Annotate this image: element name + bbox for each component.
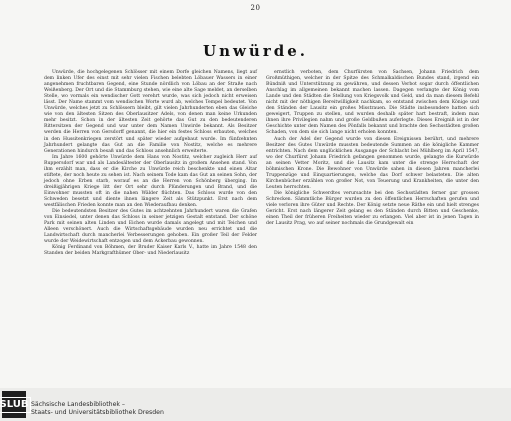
column-divider: [261, 70, 262, 370]
text-column-left: [44, 70, 257, 257]
slub-logo-text: SLUB: [0, 397, 31, 413]
paragraph: König Ferdinand von Böhmen, der Bruder Kaiser Karls V., hatte im Jahre 1548 den Standen der beiden Markgrafthümer Ober- und Niederlausitz: [44, 245, 257, 257]
library-name-line-2: Staats- und Universitätsbibliothek Dresden: [31, 408, 164, 416]
paragraph: Die bedeutendsten Besitzer des Gutes im achtzehnten Jahrhundert waren die Grafen von Einsiedel, unter denen das Schloss in seiner jetzigen Gestalt entstand. Der schöne Park mit seinen alten Linden und Eichen wurde damals angelegt und mit Teichen und Alleen verschönert. Auch die Wirtschaftsgebäude wurden neu errichtet und die Landwirtschaft durch mancherlei Verbesserungen gehoben. Ein großer Teil der Felder wurde der Weidewirtschaft entzogen und dem Ackerbau gewonnen.: [44, 209, 257, 245]
library-name-line-1: Sächsische Landesbibliothek –: [31, 401, 126, 409]
paragraph: Die königliche Schwerdtes verursachte bei den Sechsstädten ferner gar grossen Schrecken. Sämmtliche Bürger wurden zu den öffentlichen Herrschaften gerufen und viele verloren ihre Güter und Rechte. Der König setzte neue Räthe ein und hielt strenges Gericht. Erst nach längerer Zeit gelang es den Ständen durch Bitten und Geschenke, einen Theil der früheren Freiheiten wieder zu erlangen. Viel aber ist in jenen Tagen in der Lausitz Prag, wo auf seiner nochmals die Grundgewalt ein: [266, 190, 479, 227]
paragraph: Auch der Adel der Gegend wurde von diesen Ereignissen berührt, und mehrere Besitzer des Gutes Unwürde mussten bedeutende Summen an die königliche Kammer entrichten. Nach dem unglücklichen Ausgange der Schlacht bei Mühlberg im April 1547, wo der Churfürst Johann Friedrich gefangen genommen wurde, gelangte die Kurwürde an seinen Vetter Moritz, und die Lausitz kam unter die strenge Herrschaft der böhmischen Krone. Die Bewohner von Unwürde sahen in diesen Jahren mancherlei Truppenzüge und Einquartierungen, welche das Dorf schwer belasteten. Die alten Kirchenbücher erzählen von großer Not, von Teuerung und Krankheiten, die unter den Leuten herrschten.: [266, 136, 479, 190]
library-name: [31, 401, 164, 416]
page-title: Unwürde.: [203, 42, 308, 60]
library-footer: [0, 388, 511, 421]
page-number: 20: [250, 4, 261, 12]
paragraph: Unwürde, die hochgelegenen Schlösser mit einem Dorfe gleichen Namens, liegt auf dem linken Ufer des einst mit sehr vielen Fischen belebten Löbauer Wassers in einer angenehmen fruchtbaren Gegend, eine Stunde nördlich von Löbau an der Straße nach Weißenberg. Der Ort und die Stammburg stehen, wie eine alte Sage meldet, an derselben Stelle, wo vormals ein wendischer Gott verehrt wurde, was sich jedoch nicht erweisen lässt. Der Name stammt vom wendischen Worte wurd ab, welches Tempel bedeutet. Von Unwürde, welches jetzt zu Schlössern bleibt, gilt vielen Jahrhunderten eben das Gleiche wie von den ältesten Sitzen des Oberlausitzer Adels, von denen man keine Urkunden mehr besitzt. Schon in der ältesten Zeit gehörte das Gut zu den bedeutenderen Rittersitzen der Gegend und war unter dem Namen Unwirde bekannt. Als Besitzer werden die Herren von Gersdorff genannt, die hier ein festes Schloss erbauten, welches in den Hussitenkriegen zerstört und später wieder aufgebaut wurde. Im fünfzehnten Jahrhundert gelangte das Gut an die Familie von Nostitz, welche es mehrere Generationen hindurch besaß und das Schloss ansehnlich erweiterte.: [44, 70, 257, 154]
paragraph: ernstlich verboten, dem Churfürsten von Sachsen, Johann Friedrich dem Großmüthigen, welcher in der Spitze des Schmalkaldischen Bundes stand, irgend ein Bündniß und Unterstützung zu gewähren, und dessen Verbot sogar durch öffentlichen Anschlag im allgemeinen bekannt machen lassen. Dagegen verlangte der König vom Lande und den Städten die Stellung von Kriegsvolk und Geld, und da man diesem Befehl nicht mit der nöthigen Bereitwilligkeit nachkam, so entstand zwischen dem Könige und den Ständen der Lausitz ein großes Misstrauen. Die Städte insbesondere hatten sich geweigert, Truppen zu stellen, und wurden deshalb später hart bestraft, indem man ihnen ihre Privilegien nahm und große Geldbußen auferlegte. Dieses Ereigniß ist in der Geschichte unter dem Namen des Pönfalls bekannt und brachte den Sechsstädten großen Schaden, von dem sie sich lange nicht erholen konnten.: [266, 70, 479, 136]
slub-logo-icon: [0, 391, 29, 418]
paragraph: Im Jahre 1600 gehörte Unwürde dem Hans von Nostitz, welcher zugleich Herr auf Ruppersdorf war und als Landesältester der Oberlausitz in großem Ansehen stand. Von ihm erzählt man, dass er die Kirche zu Unwürde reich beschenkte und einen Altar stiftete, der noch heute zu sehen ist. Nach seinem Tode kam das Gut an seinen Sohn, der jedoch ohne Erben starb, worauf es an die Herren von Schönberg überging. Im dreißigjährigen Kriege litt der Ort sehr durch Plünderungen und Brand, und die Einwohner mussten oft in die nahen Wälder flüchten. Das Schloss wurde von den Schweden besetzt und diente ihnen längere Zeit als Stützpunkt. Erst nach dem westfälischen Frieden konnte man an den Wiederaufbau denken.: [44, 154, 257, 209]
text-column-right: [266, 70, 479, 227]
